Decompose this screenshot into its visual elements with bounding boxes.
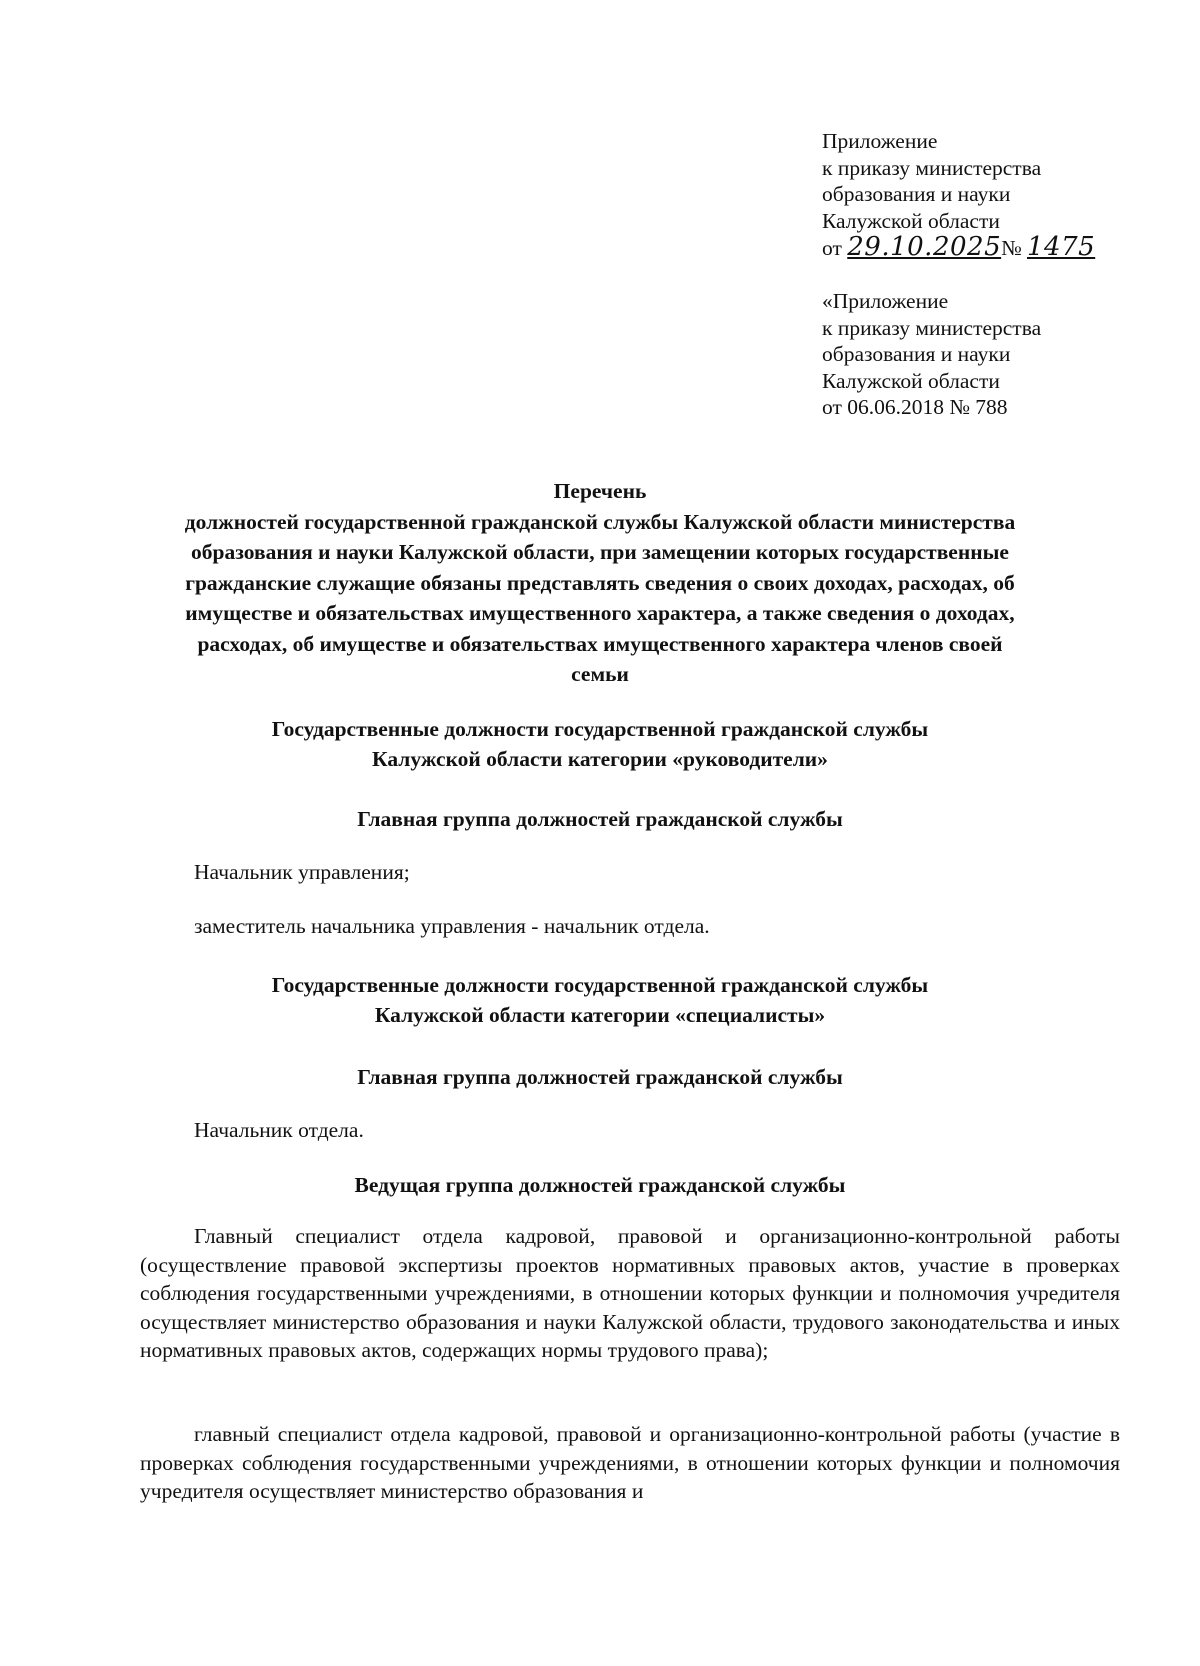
appendix-previous-block (822, 288, 1041, 421)
number-label: № (1001, 236, 1022, 260)
appendix-line: от 06.06.2018 № 788 (822, 395, 1008, 419)
appendix-line: к приказу министерства (822, 315, 1042, 340)
appendix-line: Приложение (822, 129, 938, 153)
title-line: гражданские служащие обязаны представлять сведения о своих доходах, расходах, об (185, 570, 1015, 595)
from-label: от (822, 236, 842, 260)
title-line: расходах, об имуществе и обязательствах имущественного характера членов своей (197, 631, 1003, 656)
group-heading-main-specialists: Главная группа должностей гражданской службы (357, 1065, 843, 1089)
list-item: Начальник отдела. (194, 1118, 364, 1142)
title-line: образования и науки Калужской области, при замещении которых государственные (191, 540, 1009, 564)
list-item: Главный специалист отдела кадровой, правовой и организационно-контрольной работы (осуществление правовой экспертизы проектов нормативных правовых актов, участие в проверках соблюдения государственными учреждениями, в отношении которых функции и полномочия учредителя осуществляет министерство образования и науки Калужской области, трудового законодательства и иных нормативных правовых актов, содержащих нормы трудового права); (140, 1224, 1120, 1362)
list-item: заместитель начальника управления - начальник отдела. (194, 914, 710, 938)
group-heading-main-leaders: Главная группа должностей гражданской службы (357, 807, 843, 831)
appendix-line: «Приложение (822, 289, 949, 313)
title-line: семьи (571, 662, 629, 686)
document-title (130, 476, 1070, 690)
title-line: должностей государственной гражданской службы Калужской области министерства (184, 509, 1016, 534)
title-word: Перечень (553, 479, 647, 503)
section-heading-leaders (130, 714, 1070, 774)
list-item: Начальник управления; (194, 860, 410, 884)
section-heading-specialists (130, 970, 1070, 1030)
heading-line: Калужской области категории «руководители» (372, 747, 828, 771)
appendix-current-block (822, 128, 1095, 262)
handwritten-number: 1475 (1027, 232, 1096, 262)
list-item: главный специалист отдела кадровой, правовой и организационно-контрольной работы (участие в проверках соблюдения государственными учреждениями, в отношении которых функции и полномочия учредителя осуществляет министерство образования и (140, 1422, 1120, 1503)
appendix-line: Калужской области (822, 368, 1000, 393)
handwritten-date: 29.10.2025 (847, 232, 1002, 262)
heading-line: Калужской области категории «специалисты» (374, 1003, 826, 1027)
appendix-date-line (822, 234, 1095, 262)
title-line: имуществе и обязательствах имущественного характера, а также сведения о доходах, (185, 601, 1015, 625)
group-heading-leading: Ведущая группа должностей гражданской службы (354, 1173, 846, 1197)
appendix-line: образования и науки (822, 182, 1011, 206)
heading-line: Государственные должности государственной гражданской службы (271, 973, 929, 997)
appendix-line: образования и науки (822, 342, 1011, 366)
heading-line: Государственные должности государственной гражданской службы (271, 717, 929, 741)
appendix-line: к приказу министерства (822, 155, 1042, 180)
appendix-line: Калужской области (822, 208, 1000, 233)
